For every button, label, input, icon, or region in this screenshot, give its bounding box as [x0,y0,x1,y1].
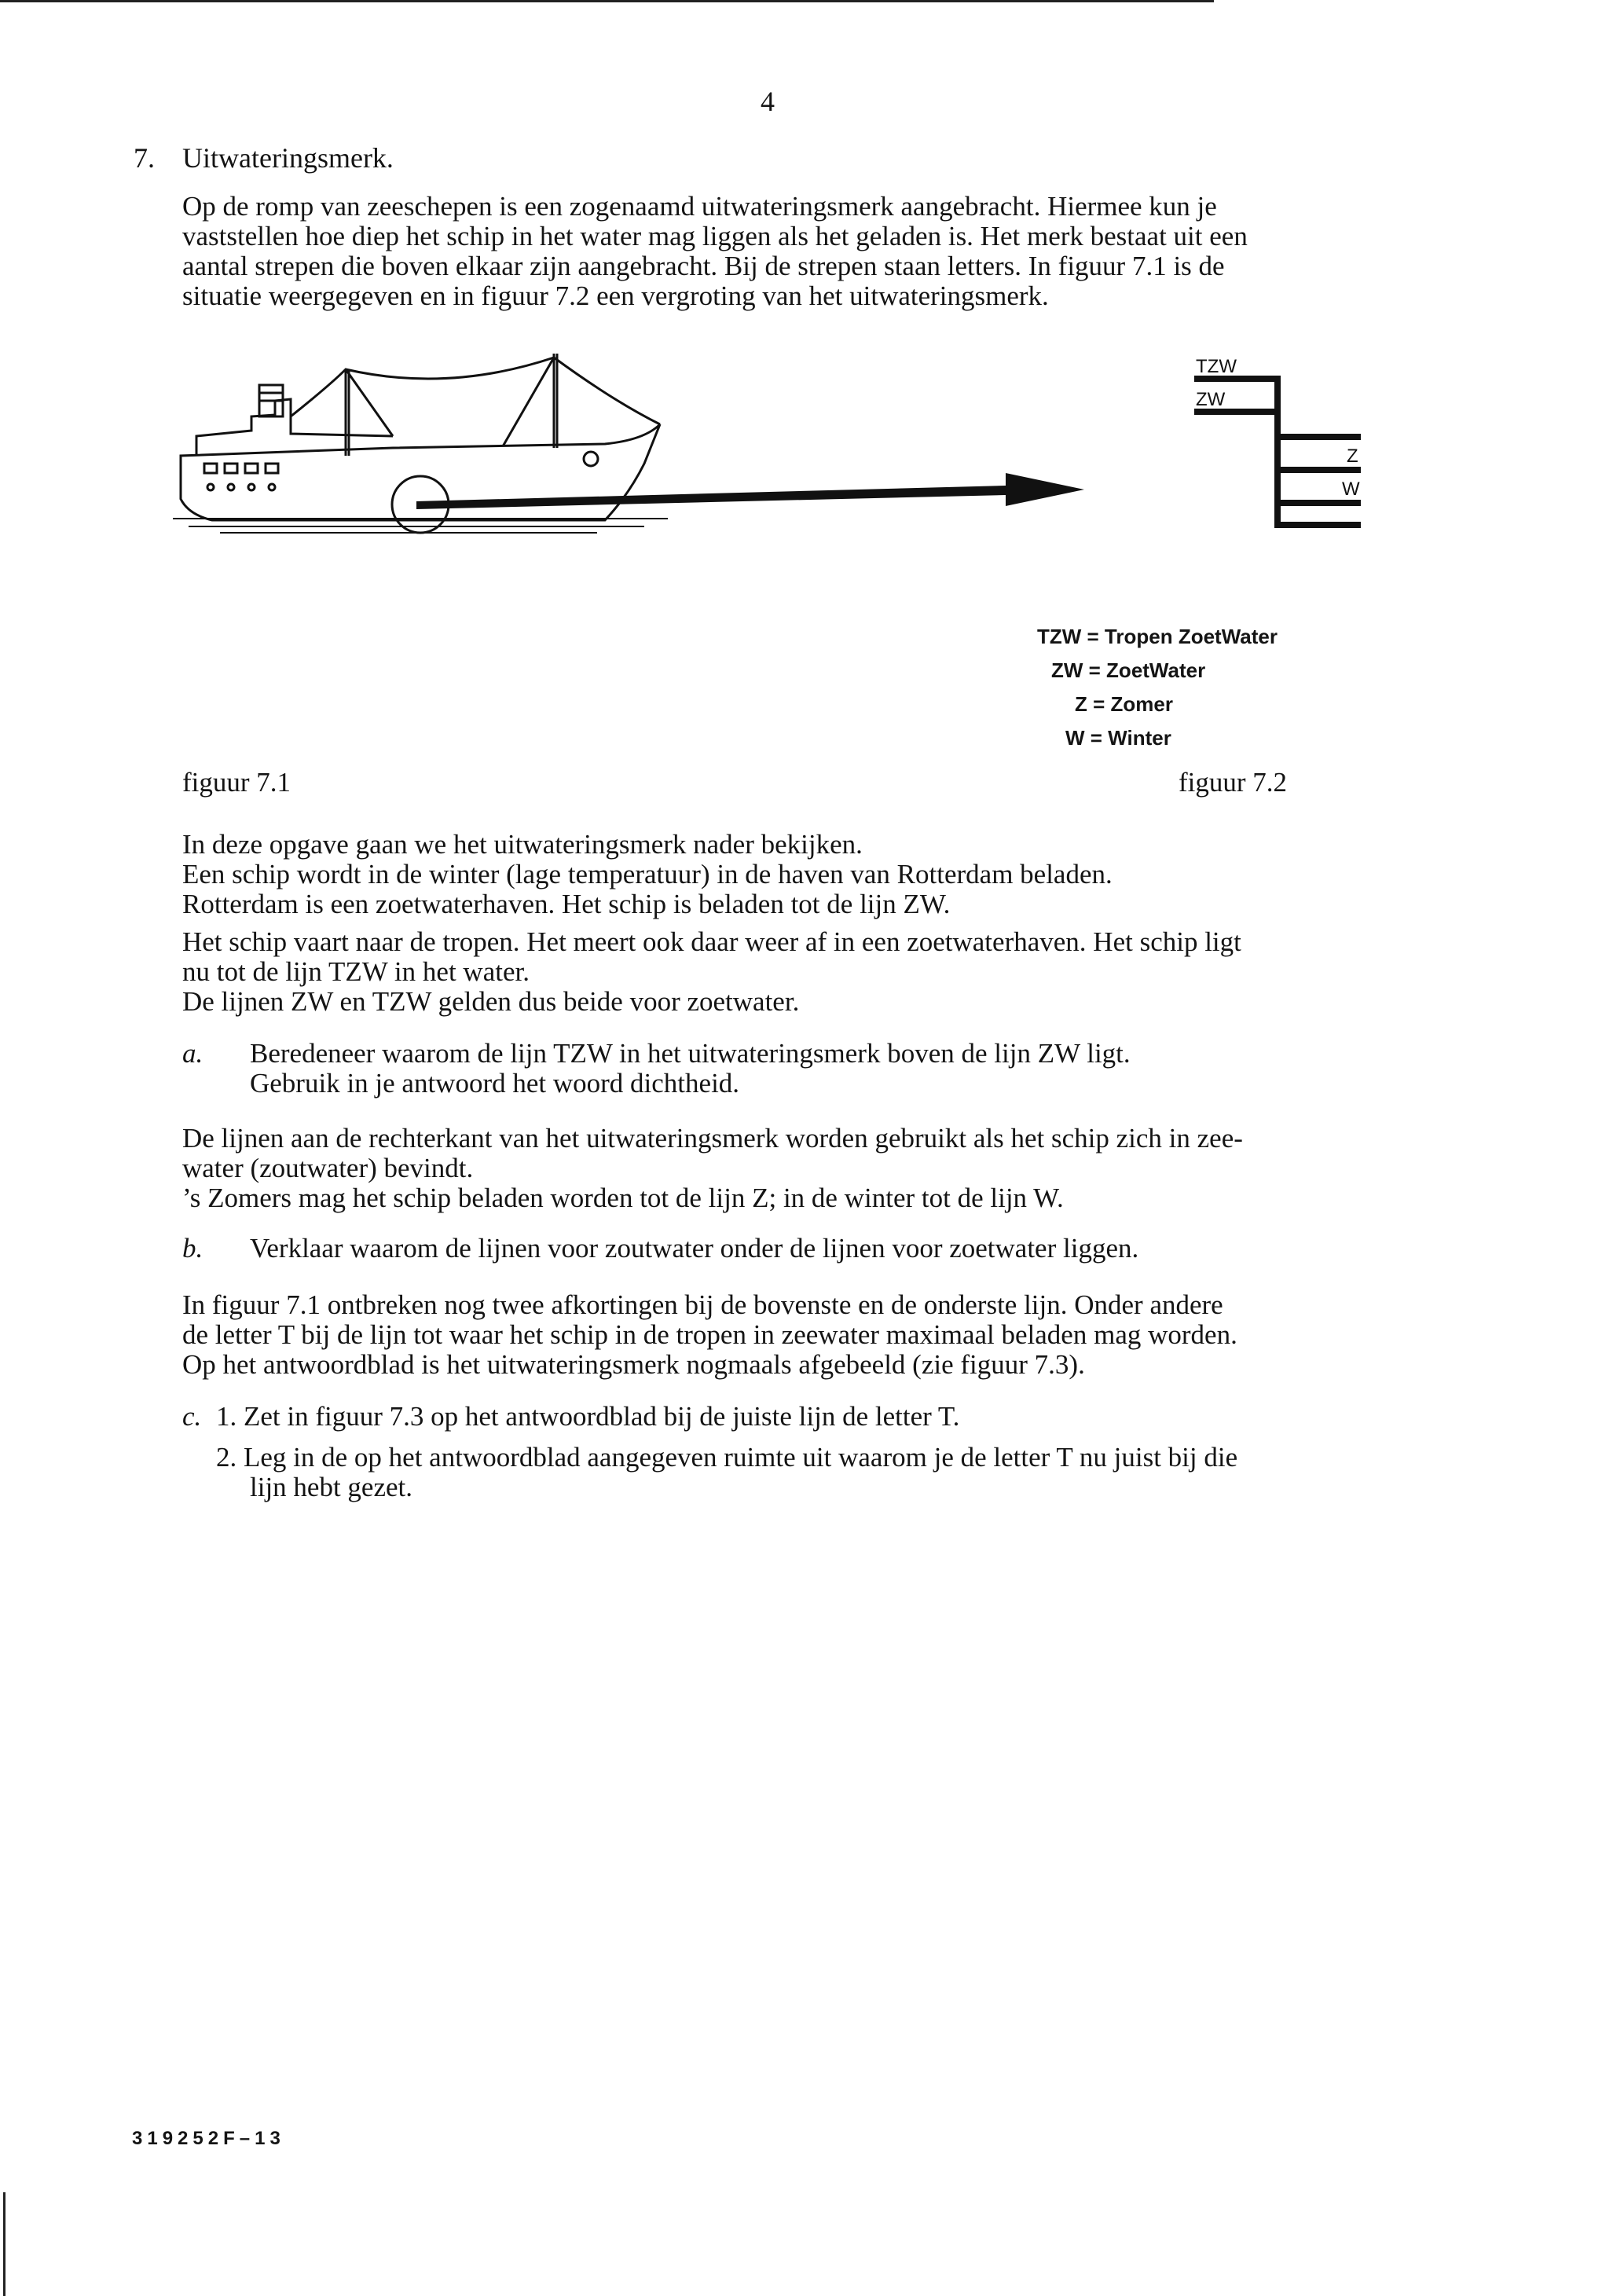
paragraph-line: De lijnen ZW en TZW gelden dus beide voor zoetwater. [182,986,800,1017]
intro-paragraph [182,192,1439,311]
question-c-2-line: 2. Leg in de op het antwoordblad aangegeven ruimte uit waarom je de letter T nu juist bij die [216,1442,1238,1473]
question-a-line: Beredeneer waarom de lijn TZW in het uitwateringsmerk boven de lijn ZW ligt. [250,1038,1131,1069]
paragraph-line: de letter T bij de lijn tot waar het schip in de tropen in zeewater maximaal beladen mag worden. [182,1319,1237,1350]
paragraph-line: ’s Zomers mag het schip beladen worden tot de lijn Z; in de winter tot de lijn W. [182,1183,1064,1213]
page-number: 4 [761,86,775,117]
intro-line: aantal strepen die boven elkaar zijn aangebracht. Bij de strepen staan letters. In figuur 7.1 is de [182,251,1225,281]
legend-w: W = Winter [1065,726,1171,750]
paragraph-winter-loading [182,830,1439,919]
load-line-mark [1179,346,1375,542]
intro-line: Op de romp van zeeschepen is een zogenaamd uitwateringsmerk aangebracht. Hiermee kun je [182,191,1217,222]
mark-label-tzw: TZW [1196,356,1237,377]
question-c-label: c. [182,1401,202,1432]
top-rule [0,0,1214,2]
paragraph-line: Op het antwoordblad is het uitwateringsmerk nogmaals afgebeeld (zie figuur 7.3). [182,1349,1085,1380]
figure-caption-7-1: figuur 7.1 [182,767,291,798]
intro-line: vaststellen hoe diep het schip in het water mag liggen als het geladen is. Het merk bestaat uit een [182,221,1248,251]
paragraph-line: water (zoutwater) bevindt. [182,1153,474,1183]
legend-zw: ZW = ZoetWater [1051,658,1206,682]
figure-caption-7-2: figuur 7.2 [1179,767,1288,798]
question-c-1: 1. Zet in figuur 7.3 op het antwoordblad bij de juiste lijn de letter T. [216,1401,960,1432]
paragraph-missing-abbreviations [182,1290,1439,1380]
paragraph-line: In deze opgave gaan we het uitwateringsmerk nader bekijken. [182,829,863,860]
paragraph-line: Een schip wordt in de winter (lage temperatuur) in de haven van Rotterdam beladen. [182,859,1113,889]
ship-illustration [157,338,1116,550]
paragraph-tropics [182,927,1439,1017]
paragraph-saltwater [182,1124,1439,1213]
mark-label-w: W [1342,479,1360,500]
paragraph-line: De lijnen aan de rechterkant van het uitwateringsmerk worden gebruikt als het schip zich in zee- [182,1123,1243,1154]
question-a-text [250,1039,1476,1098]
question-a-line: Gebruik in je antwoord het woord dichtheid. [250,1068,740,1098]
question-b-label: b. [182,1233,203,1264]
question-c-2-line: lijn hebt gezet. [250,1472,413,1502]
paragraph-line: Rotterdam is een zoetwaterhaven. Het schip is beladen tot de lijn ZW. [182,889,951,919]
question-title-text: Uitwateringsmerk. [182,142,394,174]
question-b-line: Verklaar waarom de lijnen voor zoutwater onder de lijnen voor zoetwater liggen. [250,1233,1139,1264]
paragraph-line: nu tot de lijn TZW in het water. [182,956,530,987]
paragraph-line: In figuur 7.1 ontbreken nog twee afkortingen bij de bovenste en de onderste lijn. Onder andere [182,1289,1223,1320]
legend-z: Z = Zomer [1075,692,1173,716]
question-number: 7. [134,142,155,174]
legend-tzw: TZW = Tropen ZoetWater [1037,625,1278,648]
document-code: 319252F–13 [132,2128,285,2149]
mark-label-z: Z [1347,446,1358,467]
intro-line: situatie weergegeven en in figuur 7.2 een vergroting van het uitwateringsmerk. [182,281,1049,311]
mark-label-zw: ZW [1196,389,1226,410]
question-b-text [250,1234,1476,1264]
paragraph-line: Het schip vaart naar de tropen. Het meert ook daar weer af in een zoetwaterhaven. Het schip ligt [182,926,1241,957]
question-a-label: a. [182,1038,203,1069]
question-title [134,141,394,174]
margin-mark [3,2192,5,2296]
